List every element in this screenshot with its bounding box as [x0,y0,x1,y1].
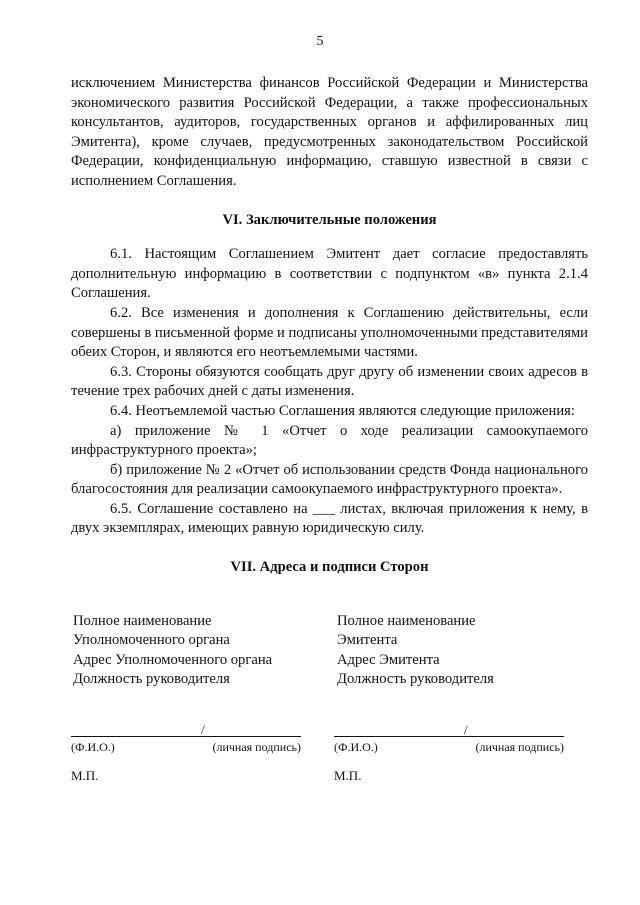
clause-6-3: 6.3. Стороны обязуются сообщать друг другу об изменении своих адресов в течение трех рабочих дней с даты изменения. [71,363,588,400]
authority-details [73,612,313,690]
issuer-sign-label: (личная подпись) [475,740,564,754]
signature-slash: / [464,722,468,737]
clause-6-4: 6.4. Неотъемлемой частью Соглашения являются следующие приложения: [110,402,575,419]
issuer-line-2: Эмитента [337,632,398,649]
clause-6-4-a: а) приложение № 1 «Отчет о ходе реализации самоокупаемого инфраструктурного проекта»; [71,422,588,459]
clause-6-5: 6.5. Соглашение составлено на ___ листах, включая приложения к нему, в двух экземплярах, имеющих равную юридическую силу. [71,500,588,537]
authority-sign-label: (личная подпись) [212,740,301,754]
issuer-line-3: Адрес Эмитента [337,651,440,668]
clause-6-4-b: б) приложение № 2 «Отчет об использовании средств Фонда национального благосостояния для реализации самоокупаемого инфраструктурного проекта». [71,461,588,498]
section-7-heading: VII. Адреса и подписи Сторон [230,559,429,576]
issuer-line-1: Полное наименование [337,613,476,629]
authority-stamp-label: М.П. [71,768,99,783]
issuer-stamp-label: М.П. [334,768,362,783]
issuer-fio-label: (Ф.И.О.) [334,740,378,754]
document-body [71,74,588,592]
section-6-heading: VI. Заключительные положения [222,211,437,228]
issuer-signature-line [334,722,564,737]
page-number: 5 [316,34,324,49]
issuer-signature-block [334,722,564,756]
clause-6-2: 6.2. Все изменения и дополнения к Соглашению действительны, если совершены в письменной форме и подписаны уполномоченными представителями обеих Сторон, и являются его неотъемлемыми частями. [71,304,588,361]
authority-fio-label: (Ф.И.О.) [71,740,115,754]
intro-paragraph: исключением Министерства финансов Российской Федерации и Министерства экономического развития Российской Федерации, а также профессиональных консультантов, аудиторов, государственных органов и аффилированных лиц Эмитента), кроме случаев, предусмотренных законодательством Российской Федерации, конфиденциальную информацию, ставшую известной в связи с исполнением Соглашения. [71,75,588,189]
authority-line-1: Полное наименование [73,613,212,629]
issuer-details [337,612,577,690]
authority-signature-line [71,722,301,737]
authority-line-2: Уполномоченного органа [73,632,230,649]
authority-line-4: Должность руководителя [73,671,230,688]
signature-slash: / [201,722,205,737]
issuer-line-4: Должность руководителя [337,671,494,688]
authority-line-3: Адрес Уполномоченного органа [73,651,273,668]
authority-signature-block [71,722,301,756]
clause-6-1: 6.1. Настоящим Соглашением Эмитент дает согласие предоставлять дополнительную информацию в соответствии с подпунктом «в» пункта 2.1.4 Соглашения. [71,246,588,302]
